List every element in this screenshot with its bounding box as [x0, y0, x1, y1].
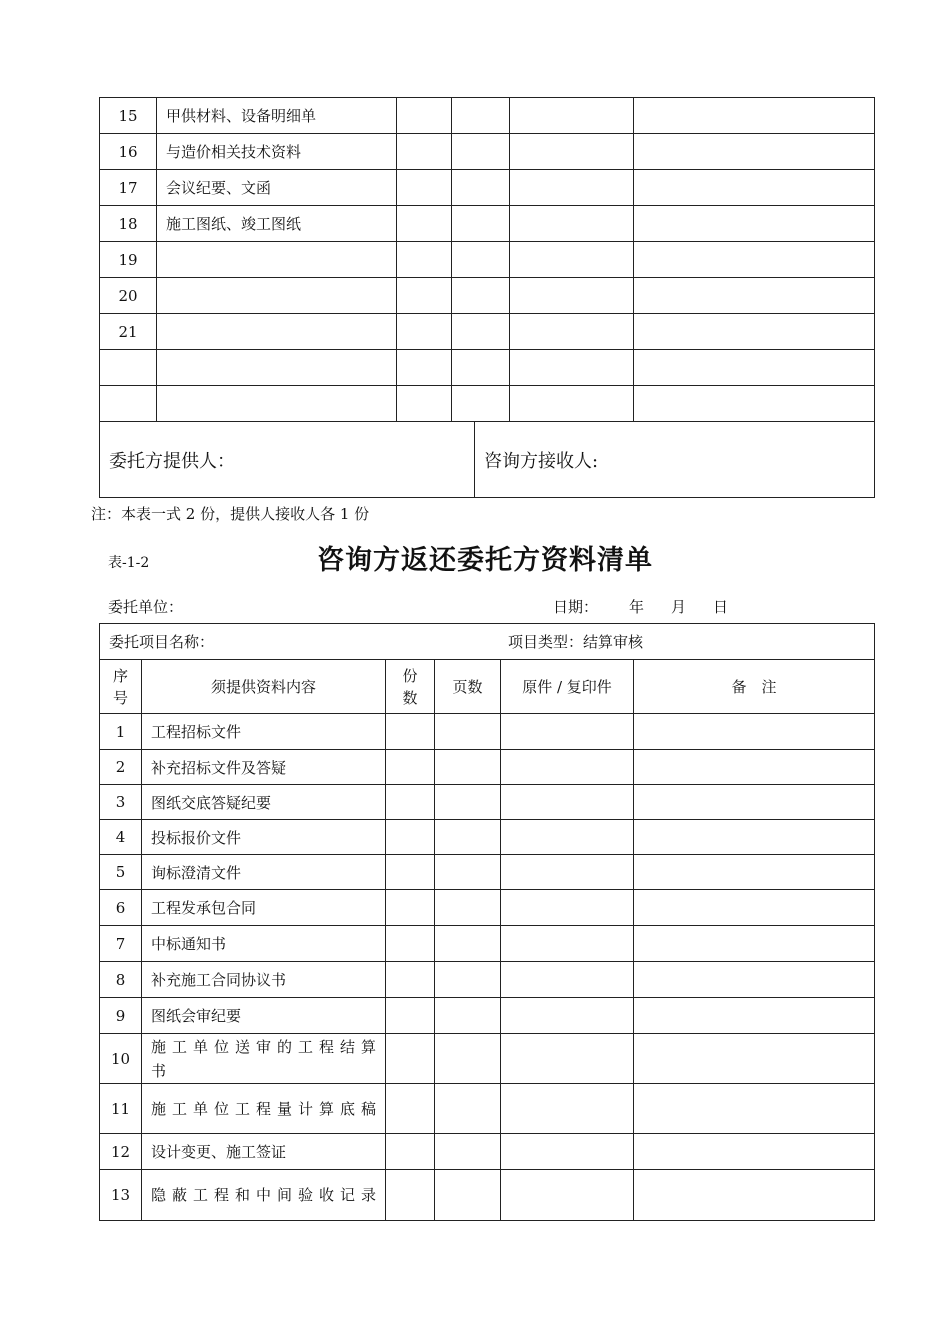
row-number: [100, 350, 157, 386]
row-content: 投标报价文件: [142, 820, 386, 855]
row-original-copy: [510, 386, 634, 422]
row-content: 图纸会审纪要: [142, 998, 386, 1034]
materials-table-continued: [99, 97, 875, 422]
row-copies: [386, 998, 435, 1034]
table-row: [100, 1084, 875, 1134]
row-remark: [634, 386, 875, 422]
table-row: [100, 278, 875, 314]
row-content: 工程招标文件: [142, 714, 386, 750]
row-content: 补充招标文件及答疑: [142, 750, 386, 785]
table-row: [100, 926, 875, 962]
row-content: 甲供材料、设备明细单: [157, 98, 397, 134]
row-pages: [435, 890, 501, 926]
row-remark: [634, 1034, 875, 1084]
row-copies: [386, 785, 435, 820]
row-pages: [435, 1134, 501, 1170]
row-number: 20: [100, 278, 157, 314]
row-pages: [435, 1084, 501, 1134]
row-copies: [386, 820, 435, 855]
row-remark: [634, 1170, 875, 1221]
row-content: 施工单位工程量计算底稿: [142, 1084, 386, 1134]
row-original-copy: [510, 98, 634, 134]
row-content: 图纸交底答疑纪要: [142, 785, 386, 820]
row-content: 工程发承包合同: [142, 890, 386, 926]
row-original-copy: [501, 1134, 634, 1170]
row-original-copy: [510, 170, 634, 206]
receiver-label: 咨询方接收人:: [484, 450, 599, 472]
row-number: 3: [100, 785, 142, 820]
table-row: [100, 1134, 875, 1170]
row-original-copy: [501, 855, 634, 890]
row-copies: [397, 350, 452, 386]
table-row: [100, 750, 875, 785]
row-number: 6: [100, 890, 142, 926]
row-remark: [634, 926, 875, 962]
row-remark: [634, 714, 875, 750]
row-pages: [452, 98, 510, 134]
day-label: 日: [713, 598, 729, 616]
row-pages: [452, 350, 510, 386]
table-row: [100, 170, 875, 206]
row-pages: [435, 820, 501, 855]
row-copies: [397, 98, 452, 134]
row-content: 会议纪要、文函: [157, 170, 397, 206]
provider-signature-cell: [100, 422, 475, 498]
row-number: 16: [100, 134, 157, 170]
row-remark: [634, 890, 875, 926]
row-content: 与造价相关技术资料: [157, 134, 397, 170]
row-copies: [386, 855, 435, 890]
row-remark: [634, 278, 875, 314]
row-remark: [634, 855, 875, 890]
provider-label: 委托方提供人：: [109, 450, 235, 472]
project-name-label: 委托项目名称：: [109, 633, 215, 651]
table-row: [100, 998, 875, 1034]
row-remark: [634, 350, 875, 386]
row-original-copy: [501, 1170, 634, 1221]
row-content: 隐蔽工程和中间验收记录: [142, 1170, 386, 1221]
row-pages: [452, 170, 510, 206]
row-remark: [634, 1084, 875, 1134]
row-original-copy: [501, 890, 634, 926]
row-remark: [634, 820, 875, 855]
table-row: [100, 206, 875, 242]
return-materials-table: [99, 623, 875, 1221]
row-copies: [386, 890, 435, 926]
row-number: 7: [100, 926, 142, 962]
row-number: 10: [100, 1034, 142, 1084]
row-copies: [386, 1034, 435, 1084]
row-number: 8: [100, 962, 142, 998]
header-content: 须提供资料内容: [142, 660, 386, 714]
row-remark: [634, 98, 875, 134]
row-original-copy: [501, 1084, 634, 1134]
row-number: 18: [100, 206, 157, 242]
row-content: [157, 350, 397, 386]
row-remark: [634, 206, 875, 242]
row-content: [157, 386, 397, 422]
table-row: [100, 134, 875, 170]
row-number: 13: [100, 1170, 142, 1221]
month-label: 月: [671, 598, 687, 616]
form-title: 咨询方返还委托方资料清单: [317, 545, 653, 576]
row-original-copy: [510, 314, 634, 350]
table-row: [100, 98, 875, 134]
table-row: [100, 785, 875, 820]
row-original-copy: [510, 134, 634, 170]
row-number: 17: [100, 170, 157, 206]
row-copies: [397, 206, 452, 242]
row-original-copy: [510, 242, 634, 278]
row-content: [157, 242, 397, 278]
header-original-copy: 原件 / 复印件: [501, 660, 634, 714]
row-remark: [634, 134, 875, 170]
project-type-label: 项目类型：结算审核: [507, 633, 643, 651]
row-number: 4: [100, 820, 142, 855]
table-row: [100, 820, 875, 855]
row-original-copy: [501, 926, 634, 962]
row-original-copy: [510, 278, 634, 314]
row-remark: [634, 314, 875, 350]
table-row: [100, 314, 875, 350]
row-pages: [452, 314, 510, 350]
row-pages: [452, 278, 510, 314]
header-no: 序号: [100, 660, 142, 714]
row-copies: [386, 1170, 435, 1221]
row-remark: [634, 242, 875, 278]
row-pages: [435, 855, 501, 890]
row-remark: [634, 785, 875, 820]
row-pages: [452, 206, 510, 242]
row-pages: [435, 926, 501, 962]
row-copies: [386, 714, 435, 750]
row-content: 中标通知书: [142, 926, 386, 962]
row-pages: [435, 962, 501, 998]
row-number: [100, 386, 157, 422]
row-content: 设计变更、施工签证: [142, 1134, 386, 1170]
row-copies: [397, 242, 452, 278]
table-row: [100, 962, 875, 998]
row-original-copy: [501, 714, 634, 750]
row-copies: [386, 926, 435, 962]
row-copies: [386, 1084, 435, 1134]
row-remark: [634, 750, 875, 785]
table-row: [100, 890, 875, 926]
row-pages: [435, 1170, 501, 1221]
row-content: [157, 278, 397, 314]
row-number: 21: [100, 314, 157, 350]
row-pages: [452, 134, 510, 170]
row-copies: [386, 962, 435, 998]
date-label: 日期：: [553, 598, 599, 616]
row-number: 1: [100, 714, 142, 750]
row-copies: [386, 750, 435, 785]
row-pages: [452, 386, 510, 422]
table-row: [100, 714, 875, 750]
table-row: [100, 1034, 875, 1084]
row-pages: [435, 785, 501, 820]
row-remark: [634, 170, 875, 206]
row-number: 15: [100, 98, 157, 134]
row-content: [157, 314, 397, 350]
row-remark: [634, 1134, 875, 1170]
row-pages: [435, 1034, 501, 1084]
row-number: 19: [100, 242, 157, 278]
receiver-signature-cell: [475, 422, 875, 498]
header-remark: 备 注: [634, 660, 875, 714]
row-copies: [386, 1134, 435, 1170]
row-original-copy: [501, 962, 634, 998]
year-label: 年: [629, 598, 645, 616]
row-content: 补充施工合同协议书: [142, 962, 386, 998]
row-original-copy: [501, 1034, 634, 1084]
table-row: [100, 242, 875, 278]
row-copies: [397, 170, 452, 206]
row-original-copy: [501, 785, 634, 820]
row-number: 12: [100, 1134, 142, 1170]
row-remark: [634, 962, 875, 998]
row-copies: [397, 134, 452, 170]
row-pages: [435, 998, 501, 1034]
row-original-copy: [501, 750, 634, 785]
signature-table: [99, 421, 875, 498]
row-copies: [397, 314, 452, 350]
row-remark: [634, 998, 875, 1034]
row-content: 询标澄清文件: [142, 855, 386, 890]
row-number: 2: [100, 750, 142, 785]
table-number: 表-1-2: [108, 555, 150, 571]
row-original-copy: [501, 998, 634, 1034]
header-pages: 页数: [435, 660, 501, 714]
row-original-copy: [510, 206, 634, 242]
row-number: 5: [100, 855, 142, 890]
row-number: 11: [100, 1084, 142, 1134]
table-note: 注：本表一式 2 份，提供人接收人各 1 份: [91, 505, 370, 523]
row-original-copy: [501, 820, 634, 855]
table-row: [100, 855, 875, 890]
table-row: [100, 350, 875, 386]
row-content: 施工图纸、竣工图纸: [157, 206, 397, 242]
client-unit-label: 委托单位：: [108, 598, 184, 616]
row-pages: [452, 242, 510, 278]
row-original-copy: [510, 350, 634, 386]
row-copies: [397, 278, 452, 314]
header-copies: 份数: [386, 660, 435, 714]
project-info-row: [100, 624, 875, 660]
table-row: [100, 386, 875, 422]
table-row: [100, 1170, 875, 1221]
row-number: 9: [100, 998, 142, 1034]
row-copies: [397, 386, 452, 422]
row-content: 施工单位送审的工程结算书: [142, 1034, 386, 1084]
row-pages: [435, 750, 501, 785]
row-pages: [435, 714, 501, 750]
